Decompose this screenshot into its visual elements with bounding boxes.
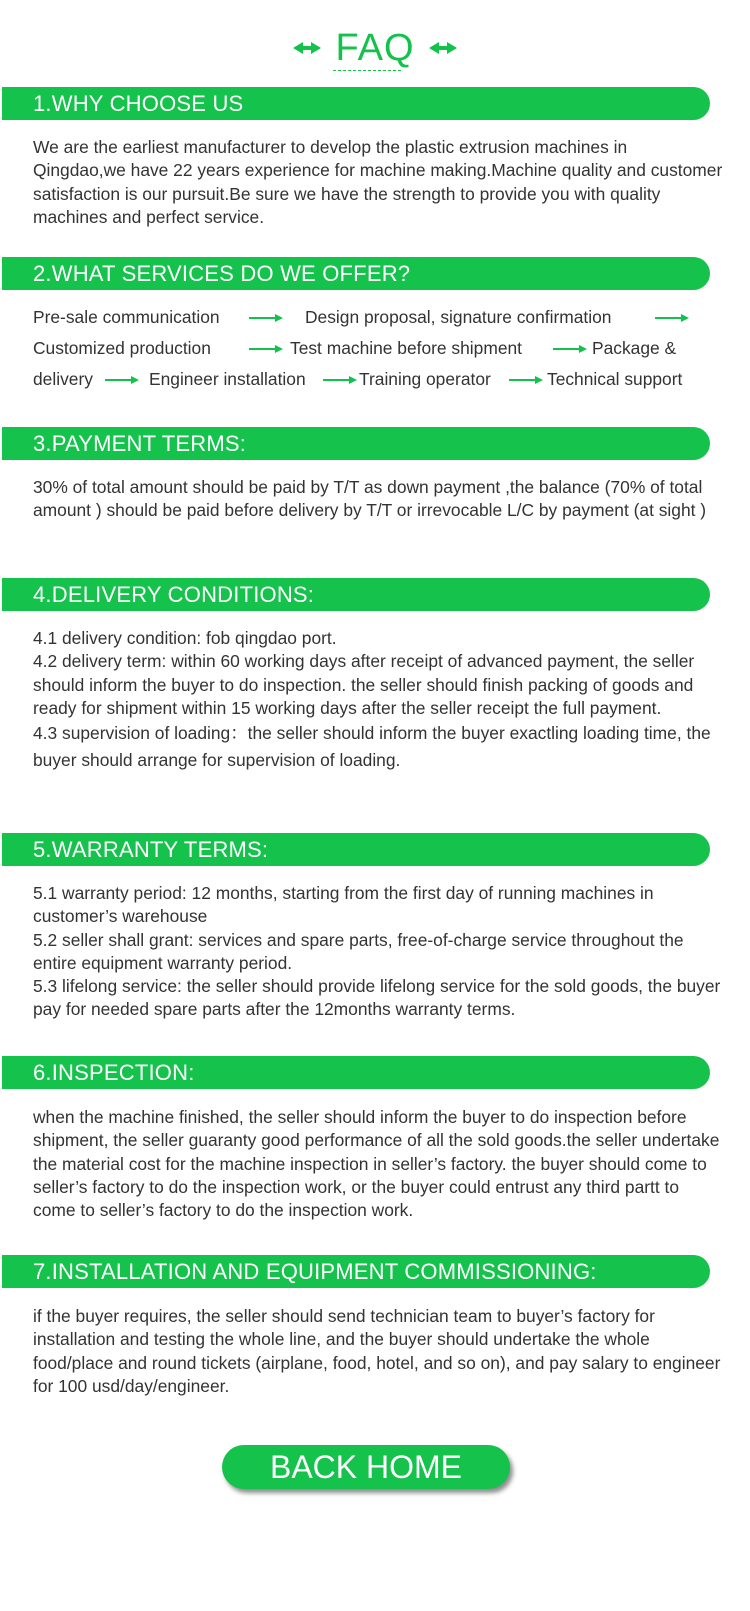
- arrow-right-icon: [249, 313, 283, 323]
- paragraph: 4.1 delivery condition: fob qingdao port.: [33, 628, 337, 648]
- paragraph: We are the earliest manufacturer to develop the plastic extrusion machines in Qingdao,we have 22 years experience for machine making.Machine quality and customer satisfaction is our pursuit.Be sure we have the strength to provide you with quality machines and perfect service.: [33, 137, 723, 227]
- section-body-installation: [33, 1305, 723, 1398]
- arrow-right-icon: [105, 375, 139, 385]
- section-body-payment-terms: [33, 476, 723, 523]
- section-body-inspection: [33, 1106, 723, 1222]
- section-heading-payment-terms: 3.PAYMENT TERMS:: [2, 427, 710, 460]
- flow-step: delivery: [33, 369, 93, 389]
- services-flow: [33, 302, 733, 395]
- arrow-right-icon: [655, 313, 689, 323]
- flow-step: Design proposal, signature confirmation: [305, 307, 612, 327]
- section-body-why-choose-us: [33, 136, 723, 229]
- section-heading-installation: 7.INSTALLATION AND EQUIPMENT COMMISSIONING:: [2, 1255, 710, 1288]
- paragraph: 5.2 seller shall grant: services and spare parts, free-of-charge service throughout the entire equipment warranty period.: [33, 929, 684, 973]
- arrow-right-icon: [509, 375, 543, 385]
- flow-step: Technical support: [547, 369, 683, 389]
- page-title: FAQ: [335, 27, 415, 69]
- paragraph: 5.3 lifelong service: the seller should provide lifelong service for the sold goods, the buyer pay for needed spare parts after the 12months warranty terms.: [33, 976, 721, 1020]
- paragraph: 30% of total amount should be paid by T/T as down payment ,the balance (70% of total amount ) should be paid before delivery by T/T or irrevocable L/C by payment (at sight ): [33, 477, 707, 521]
- section-heading-delivery-conditions: 4.DELIVERY CONDITIONS:: [2, 578, 710, 611]
- section-body-delivery-conditions: [33, 627, 723, 774]
- back-home-button[interactable]: BACK HOME: [222, 1445, 510, 1489]
- flow-step: Package &: [592, 338, 677, 358]
- paragraph: when the machine finished, the seller should inform the buyer to do inspection before shipment, the seller guaranty good performance of all the sold goods.the seller undertake the material cost for the machine inspection in seller’s factory. the buyer should come to seller’s factory to do the inspection work, or the buyer could entrust any third partt to come to seller’s factory to do the inspection work.: [33, 1107, 720, 1221]
- section-heading-inspection: 6.INSPECTION:: [2, 1056, 710, 1089]
- arrow-right-icon: [323, 375, 357, 385]
- left-diamond-icon: [293, 42, 321, 54]
- flow-step: Test machine before shipment: [290, 338, 522, 358]
- section-heading-warranty-terms: 5.WARRANTY TERMS:: [2, 833, 710, 866]
- section-heading-why-choose-us: 1.WHY CHOOSE US: [2, 87, 710, 120]
- flow-step: Training operator: [359, 369, 491, 389]
- flow-line: [33, 302, 733, 333]
- flow-step: Engineer installation: [149, 369, 306, 389]
- right-diamond-icon: [429, 42, 457, 54]
- faq-header: [0, 18, 750, 78]
- flow-line: [33, 364, 733, 395]
- paragraph: if the buyer requires, the seller should send technician team to buyer’s factory for installation and testing the whole line, and the buyer should undertake the whole food/place and round tickets (airplane, food, hotel, and so on), and pay salary to engineer for 100 usd/day/engineer.: [33, 1306, 721, 1396]
- paragraph: 4.2 delivery term: within 60 working days after receipt of advanced payment, the seller should inform the buyer to do inspection. the seller should finish packing of goods and ready for shipment within 15 working days after the seller receipt the full payment.: [33, 651, 695, 718]
- section-body-warranty-terms: [33, 882, 723, 1022]
- paragraph: 5.1 warranty period: 12 months, starting from the first day of running machines in customer’s warehouse: [33, 883, 654, 927]
- title-underline: [333, 70, 401, 71]
- arrow-right-icon: [553, 344, 587, 354]
- paragraph: 4.3 supervision of loading：the seller should inform the buyer exactling loading time, the buyer should arrange for supervision of loading.: [33, 723, 711, 771]
- flow-step: Pre-sale communication: [33, 307, 220, 327]
- flow-step: Customized production: [33, 338, 211, 358]
- flow-line: [33, 333, 733, 364]
- arrow-right-icon: [249, 344, 283, 354]
- section-heading-services: 2.WHAT SERVICES DO WE OFFER?: [2, 257, 710, 290]
